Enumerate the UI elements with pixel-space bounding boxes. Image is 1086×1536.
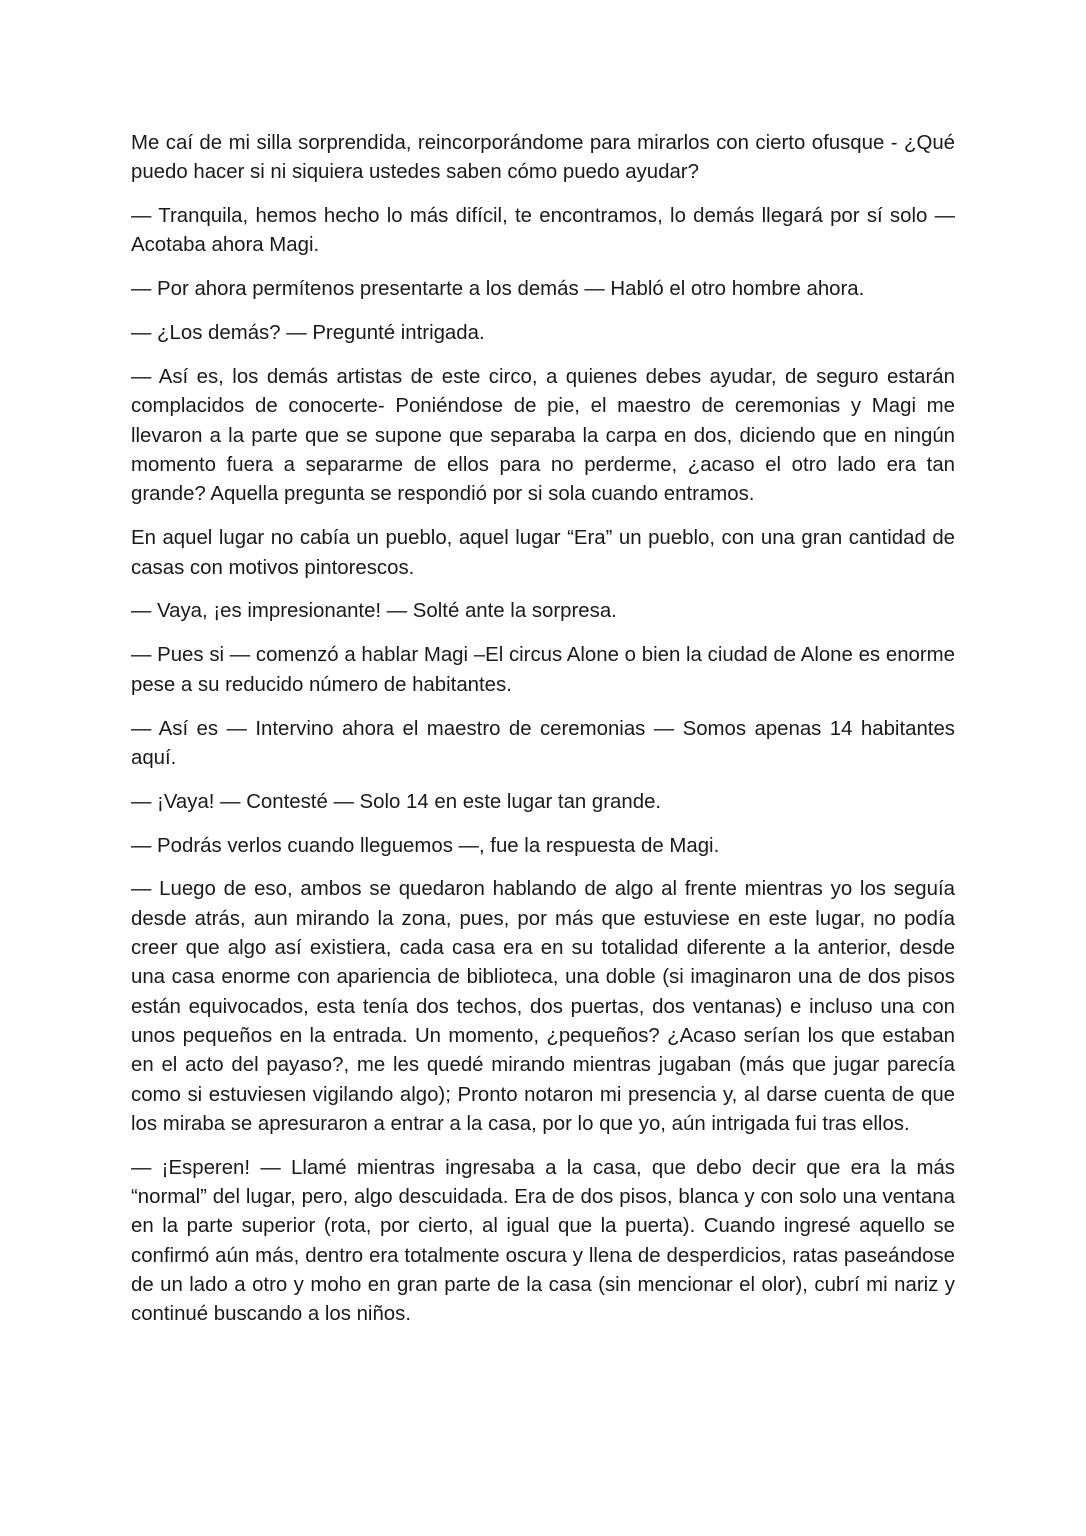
paragraph: — Así es, los demás artistas de este circo, a quienes debes ayudar, de seguro estarán complacidos de conocerte- Poniéndose de pie, el maestro de ceremonias y Magi me llevaron a la parte que se supone que separaba la carpa en dos, diciendo que en ningún momento fuera a separarme de ellos para no perderme, ¿acaso el otro lado era tan grande? Aquella pregunta se respondió por si sola cuando entramos. <box>131 366 955 506</box>
paragraph: — Así es — Intervino ahora el maestro de ceremonias — Somos apenas 14 habitantes aquí. <box>131 717 955 769</box>
paragraph: — ¿Los demás? — Pregunté intrigada. <box>131 322 485 345</box>
page-body <box>131 129 955 1344</box>
paragraph: — Pues si — comenzó a hablar Magi –El circus Alone o bien la ciudad de Alone es enorme pese a su reducido número de habitantes. <box>131 644 955 696</box>
paragraph: — Por ahora permítenos presentarte a los demás — Habló el otro hombre ahora. <box>131 278 865 301</box>
paragraph: — Vaya, ¡es impresionante! — Solté ante la sorpresa. <box>131 600 617 623</box>
paragraph: — Tranquila, hemos hecho lo más difícil, te encontramos, lo demás llegará por sí solo — Acotaba ahora Magi. <box>131 205 955 257</box>
paragraph: — Podrás verlos cuando lleguemos —, fue la respuesta de Magi. <box>131 834 720 857</box>
paragraph: En aquel lugar no cabía un pueblo, aquel lugar “Era” un pueblo, con una gran cantidad de casas con motivos pintorescos. <box>131 527 955 579</box>
paragraph: — ¡Vaya! — Contesté — Solo 14 en este lugar tan grande. <box>131 790 662 813</box>
paragraph: — ¡Esperen! — Llamé mientras ingresaba a la casa, que debo decir que era la más “normal” del lugar, pero, algo descuidada. Era de dos pisos, blanca y con solo una ventana en la parte superior (rota, por cierto, al igual que la puerta). Cuando ingresé aquello se confirmó aún más, dentro era totalmente oscura y llena de desperdicios, ratas paseándose de un lado a otro y moho en gran parte de la casa (sin mencionar el olor), cubrí mi nariz y continué buscando a los niños. <box>131 1156 955 1326</box>
paragraph: Me caí de mi silla sorprendida, reincorporándome para mirarlos con cierto ofusque - ¿Qué puedo hacer si ni siquiera ustedes saben cómo puedo ayudar? <box>131 132 955 184</box>
paragraph: — Luego de eso, ambos se quedaron hablando de algo al frente mientras yo los seguía desde atrás, aun mirando la zona, pues, por más que estuviese en este lugar, no podía creer que algo así existiera, cada casa era en su totalidad diferente a la anterior, desde una casa enorme con apariencia de biblioteca, una doble (si imaginaron una de dos pisos están equivocados, esta tenía dos techos, dos puertas, dos ventanas) e incluso una con unos pequeños en la entrada. Un momento, ¿pequeños? ¿Acaso serían los que estaban en el acto del payaso?, me les quedé mirando mientras jugaban (más que jugar parecía como si estuviesen vigilando algo); Pronto notaron mi presencia y, al darse cuenta de que los miraba se apresuraron a entrar a la casa, por lo que yo, aún intrigada fui tras ellos. <box>131 878 955 1135</box>
